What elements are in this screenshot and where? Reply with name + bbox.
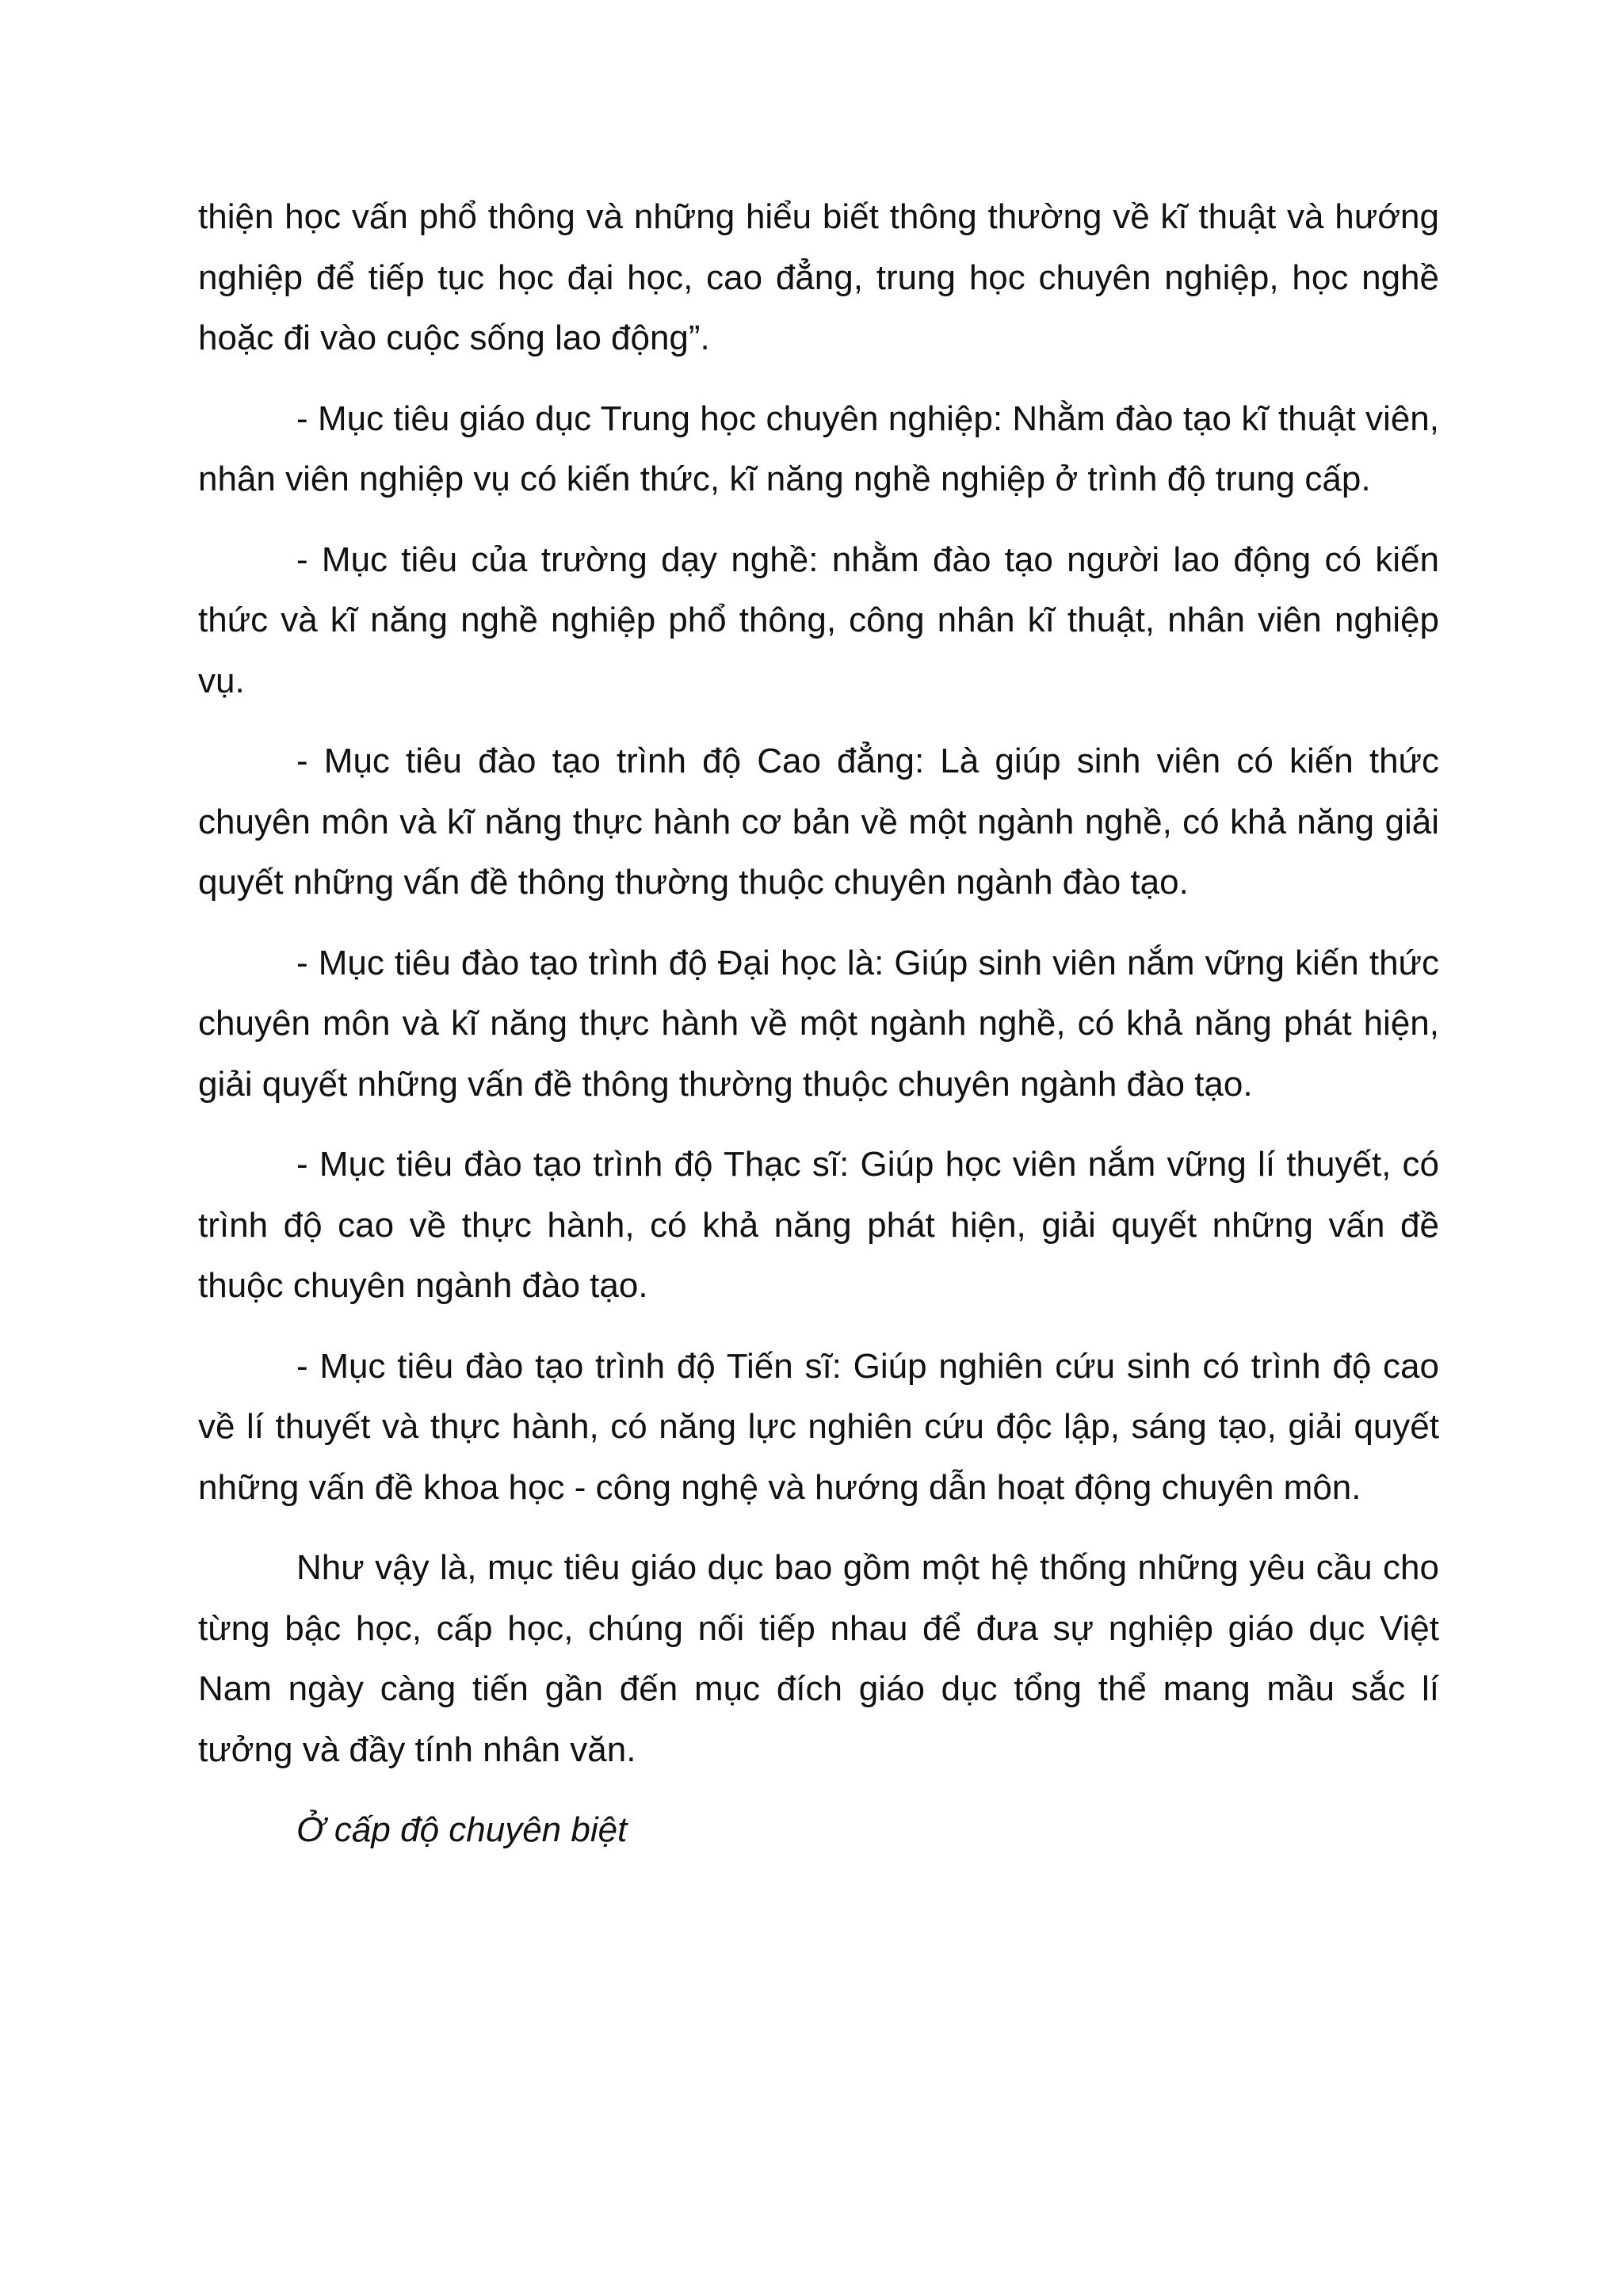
paragraph-university-goal: - Mục tiêu đào tạo trình độ Đại học là: Giúp sinh viên nắm vững kiến thức chuyên môn và kĩ năng thực hành về một ngành nghề, có khả năng phát hiện, giải quyết những vấn đề thông thường thuộc chuyên ngành đào tạo.: [198, 943, 1439, 1104]
paragraph-vocational-school-goal: - Mục tiêu của trường dạy nghề: nhằm đào tạo người lao động có kiến thức và kĩ năng nghề nghiệp phổ thông, công nhân kĩ thuật, nhân viên nghiệp vụ.: [198, 540, 1439, 700]
paragraph-secondary-vocational-goal: - Mục tiêu giáo dục Trung học chuyên nghiệp: Nhằm đào tạo kĩ thuật viên, nhân viên nghiệp vụ có kiến thức, kĩ năng nghề nghiệp ở trình độ trung cấp.: [198, 399, 1439, 498]
paragraph-college-goal: - Mục tiêu đào tạo trình độ Cao đẳng: Là giúp sinh viên có kiến thức chuyên môn và kĩ năng thực hành cơ bản về một ngành nghề, có khả năng giải quyết những vấn đề thông thường thuộc chuyên ngành đào tạo.: [198, 742, 1439, 902]
paragraph-master-goal: - Mục tiêu đào tạo trình độ Thạc sĩ: Giúp học viên nắm vững lí thuyết, có trình độ cao về thực hành, có khả năng phát hiện, giải quyết những vấn đề thuộc chuyên ngành đào tạo.: [198, 1145, 1439, 1305]
document-page: [198, 187, 1439, 1881]
section-subheading: Ở cấp độ chuyên biệt: [296, 1810, 628, 1849]
paragraph-summary: Như vậy là, mục tiêu giáo dục bao gồm một hệ thống những yêu cầu cho từng bậc học, cấp học, chúng nối tiếp nhau để đưa sự nghiệp giáo dục Việt Nam ngày càng tiến gần đến mục đích giáo dục tổng thể mang mầu sắc lí tưởng và đầy tính nhân văn.: [198, 1548, 1439, 1769]
paragraph-continuation: thiện học vấn phổ thông và những hiểu biết thông thường về kĩ thuật và hướng nghiệp để tiếp tục học đại học, cao đẳng, trung học chuyên nghiệp, học nghề hoặc đi vào cuộc sống lao động”.: [198, 197, 1439, 357]
paragraph-doctorate-goal: - Mục tiêu đào tạo trình độ Tiến sĩ: Giúp nghiên cứu sinh có trình độ cao về lí thuyết và thực hành, có năng lực nghiên cứu độc lập, sáng tạo, giải quyết những vấn đề khoa học - công nghệ và hướng dẫn hoạt động chuyên môn.: [198, 1346, 1439, 1507]
